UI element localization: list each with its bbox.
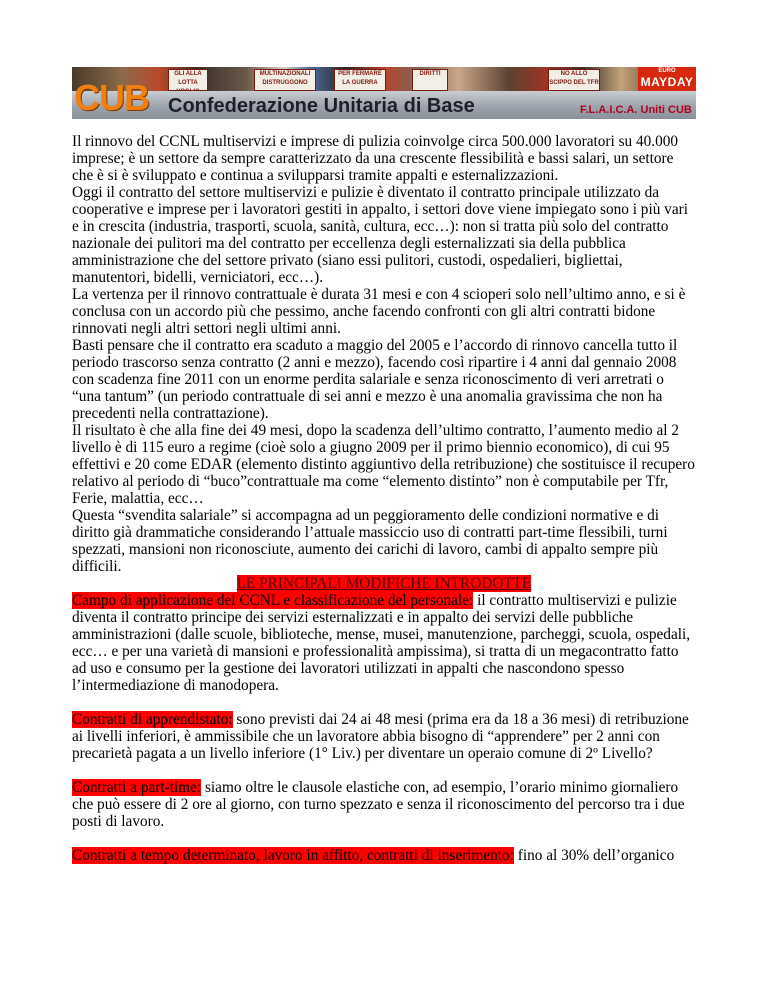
item-paragraph <box>72 711 696 762</box>
item-paragraph <box>72 592 696 694</box>
organization-title: Confederazione Unitaria di Base <box>168 95 475 117</box>
protest-sign: MULTINAZIONALI DISTRUGGONO <box>254 69 316 91</box>
mayday-logo: EURO MAYDAY <box>638 67 696 91</box>
document-body <box>72 133 696 864</box>
item-label: Contratti a part-time: <box>72 779 202 796</box>
item-paragraph <box>72 847 696 864</box>
item-text: il contratto multiservizi e pulizie diventa il contratto principe dei servizi esternalizzati e in appalto dei servizi delle pubbliche amministrazioni (dalle scuole, biblioteche, mense, musei, manutenzione, parcheggi, scuola, ospedali, ecc… e per una varietà di mansioni e professionalità ampissima), si tratta di un megacontratto fatto ad uso e consumo per la gestione dei lavoratori utilizzati in appalti che nascondono spesso l’intermediazione di manodopera. <box>72 592 691 694</box>
paragraph: La vertenza per il rinnovo contrattuale è durata 31 mesi e con 4 scioperi solo nell’ultimo anno, e si è conclusa con un accordo più che pessimo, anche facendo confronti con gli altri contratti bidone rinnovati negli altri settori negli ultimi anni. <box>72 286 686 337</box>
protest-sign: NO ALLO SCIPPO DEL TFR <box>548 69 600 91</box>
item-text: fino al 30% dell’organico <box>513 847 675 864</box>
paragraph: Oggi il contratto del settore multiservizi e pulizie è diventato il contratto principale utilizzato da cooperative e imprese per i lavoratori gestiti in appalto, i settori dove viene impiegato sono i più vari e in crescita (industria, trasporti, scuola, sanità, cultura, ecc…): non si tratta più solo del contratto nazionale dei pulitori ma del contratto per eccellenza degli esternalizzati sia della pubblica amministrazione che del settore privato (siano essi pulitori, custodi, ospedalieri, bigliettai, manutentori, bidelli, verniciatori, ecc…). <box>72 184 688 286</box>
item-label: Campo di applicazione del CCNL e classificazione del personale: <box>72 592 474 609</box>
paragraph: Il rinnovo del CCNL multiservizi e imprese di pulizia coinvolge circa 500.000 lavoratori su 40.000 imprese; è un settore da sempre caratterizzato da una crescente flessibilità e bassi salari, un settore che è si è sviluppato e continua a svilupparsi tramite appalti e esternalizzazioni. <box>72 133 679 184</box>
item-text: siamo oltre le clausole elastiche con, ad esempio, l’orario minimo giornaliero che può essere di 2 ore al giorno, con turno spezzato e senza il riconoscimento del percorso tra i due posti di lavoro. <box>72 779 685 830</box>
item-label: Contratti a tempo determinato, lavoro in affitto, contratti di inserimento: <box>72 847 514 864</box>
cub-logo: CUB <box>74 77 149 118</box>
protest-sign: GLI ALLA LOTTA <box>168 69 208 91</box>
paragraph: Il risultato è che alla fine dei 49 mesi, dopo la scadenza dell’ultimo contratto, l’aumento medio al 2 livello è di 115 euro a regime (cioè solo a giugno 2009 per il primo biennio economico), di cui 95 effettivi e 20 come EDAR (elemento distinto aggiuntivo della retribuzione) che sostituisce il recupero relativo al periodo di “buco”contrattuale ma come “elemento distinto” non è computabile per Tfr, Ferie, malattia, ecc… <box>72 422 695 507</box>
paragraph: Questa “svendita salariale” si accompagna ad un peggioramento delle condizioni normative e di diritto già drammatiche considerando l’attuale massiccio uso di contratti part-time flessibili, turni spezzati, mansioni non riconosciute, aumento dei carichi di lavoro, cambi di appalto sempre più difficili. <box>72 507 668 575</box>
paragraph: Basti pensare che il contratto era scaduto a maggio del 2005 e l’accordo di rinnovo cancella tutto il periodo trascorso senza contratto (2 anni e mezzo), facendo così ripartire i 4 anni dal gennaio 2008 con scadenza fine 2011 con un enorme perdita salariale e senza riconoscimento di veri arretrati o “una tantum” (un periodo contrattuale di sei anni e mezzo è una anomalia gravissima che non ha precedenti nella contrattazione). <box>72 337 678 422</box>
item-label: Contratti di apprendistato: <box>72 711 233 728</box>
protest-sign: PER FERMARE LA GUERRA <box>334 69 386 91</box>
protest-sign: DIRITTI <box>412 69 448 91</box>
section-heading-text: LE PRINCIPALI MODIFICHE INTRODOTTE <box>236 575 532 592</box>
section-heading <box>72 575 696 592</box>
organization-subtitle: F.L.A.I.C.A. Uniti CUB <box>580 104 692 116</box>
header-banner <box>72 67 696 119</box>
item-paragraph <box>72 779 696 830</box>
item-text: sono previsti dai 24 ai 48 mesi (prima era da 18 a 36 mesi) di retribuzione ai livelli inferiori, è ammissibile che un lavoratore abbia bisogno di “apprendere” per 2 anni con precarietà pagata a un livello inferiore (1° Liv.) per diventare un operaio comune di 2º Livello? <box>72 711 689 762</box>
